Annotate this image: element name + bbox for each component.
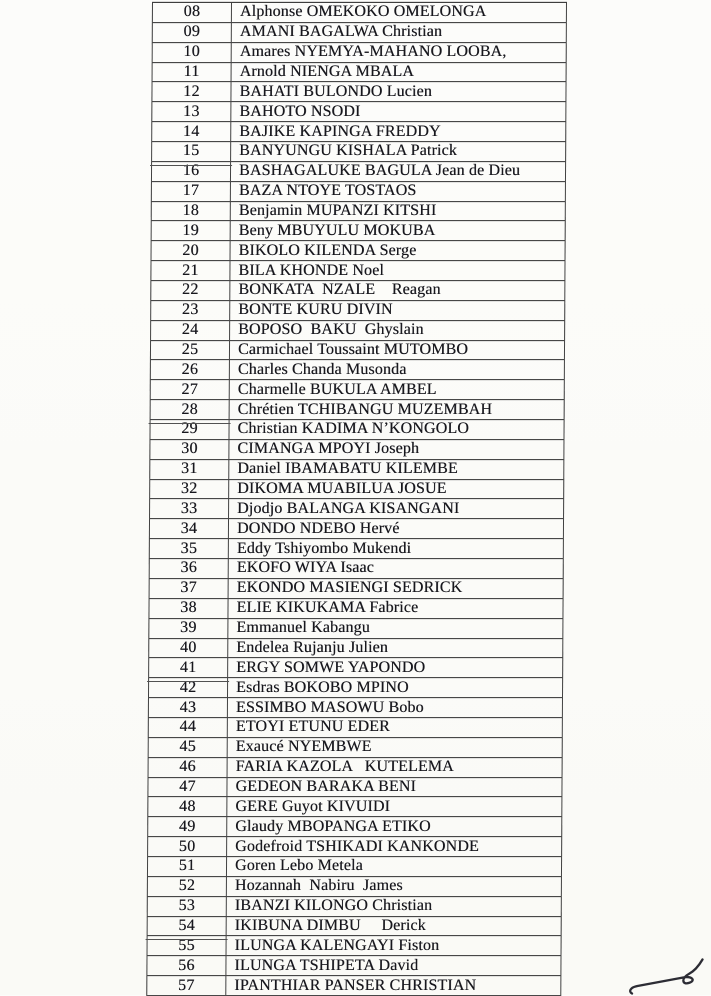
row-name-cell: ELIE KIKUKAMA Fabrice — [228, 599, 563, 618]
row-name-cell: FARIA KAZOLA KUTELEMA — [228, 758, 563, 777]
table-row — [151, 221, 566, 241]
row-number-cell: 34 — [149, 519, 229, 538]
row-number-cell: 10 — [152, 43, 232, 62]
table-row — [152, 43, 567, 63]
table-row — [152, 23, 567, 43]
row-name-cell: Alphonse OMEKOKO OMELONGA — [232, 3, 567, 22]
row-name-cell: BONKATA NZALE Reagan — [230, 281, 565, 300]
table-row — [147, 897, 562, 917]
row-number-cell: 51 — [147, 857, 227, 876]
row-number-cell: 19 — [151, 221, 231, 240]
table-row — [152, 3, 567, 23]
row-name-cell: IPANTHIAR PANSER CHRISTIAN — [226, 976, 561, 995]
row-name-cell: Charmelle BUKULA AMBEL — [230, 380, 565, 399]
row-number-cell: 43 — [148, 698, 228, 717]
row-name-cell: Christian KADIMA N’KONGOLO — [229, 420, 564, 439]
row-number-cell: 42 — [148, 678, 228, 697]
table-row — [148, 619, 563, 639]
row-name-cell: Exaucé NYEMBWE — [228, 738, 563, 757]
name-list-table — [146, 2, 567, 996]
handwritten-pen-flourish — [613, 949, 711, 995]
row-name-cell: Emmanuel Kabangu — [228, 619, 563, 638]
row-name-cell: AMANI BAGALWA Christian — [232, 23, 567, 42]
row-name-cell: BAJIKE KAPINGA FREDDY — [231, 122, 566, 141]
table-row — [151, 241, 566, 261]
row-number-cell: 49 — [147, 817, 227, 836]
row-name-cell: EKONDO MASIENGI SEDRICK — [229, 579, 564, 598]
row-name-cell: Benjamin MUPANZI KITSHI — [231, 202, 566, 221]
table-row — [150, 301, 565, 321]
row-name-cell: Djodjo BALANGA KISANGANI — [229, 499, 564, 518]
row-number-cell: 27 — [150, 380, 230, 399]
row-name-cell: Chrétien TCHIBANGU MUZEMBAH — [230, 400, 565, 419]
row-number-cell: 15 — [151, 142, 231, 161]
table-row — [148, 599, 563, 619]
row-number-cell: 46 — [148, 758, 228, 777]
table-row — [151, 142, 566, 162]
table-row — [147, 877, 562, 897]
row-name-cell: BANYUNGU KISHALA Patrick — [231, 142, 566, 161]
table-row — [148, 698, 563, 718]
row-number-cell: 31 — [149, 460, 229, 479]
row-number-cell: 32 — [149, 480, 229, 499]
row-name-cell: DIKOMA MUABILUA JOSUE — [229, 480, 564, 499]
row-number-cell: 26 — [150, 360, 230, 379]
row-number-cell: 22 — [150, 281, 230, 300]
row-number-cell: 09 — [152, 23, 232, 42]
row-name-cell: BAHATI BULONDO Lucien — [231, 82, 566, 101]
row-name-cell: Endelea Rujanju Julien — [228, 639, 563, 658]
table-row — [147, 837, 562, 857]
table-row — [151, 102, 566, 122]
row-number-cell: 40 — [148, 639, 228, 658]
table-row — [148, 639, 563, 659]
row-name-cell: EKOFO WIYA Isaac — [229, 559, 564, 578]
row-name-cell: GEDEON BARAKA BENI — [227, 778, 562, 797]
table-row — [149, 519, 564, 539]
row-number-cell: 36 — [149, 559, 229, 578]
table-row — [148, 718, 563, 738]
row-name-cell: BAHOTO NSODI — [231, 102, 566, 121]
row-name-cell: Daniel IBAMABATU KILEMBE — [229, 460, 564, 479]
table-row — [147, 797, 562, 817]
table-row — [147, 857, 562, 877]
row-number-cell: 50 — [147, 837, 227, 856]
row-name-cell: Goren Lebo Metela — [227, 857, 562, 876]
row-number-cell: 39 — [148, 619, 228, 638]
table-row — [148, 658, 563, 678]
row-number-cell: 21 — [150, 261, 230, 280]
table-row — [149, 499, 564, 519]
row-number-cell: 25 — [150, 341, 230, 360]
row-number-cell: 37 — [149, 579, 229, 598]
row-number-cell: 20 — [151, 241, 231, 260]
table-row — [149, 440, 564, 460]
table-row — [150, 261, 565, 281]
table-row — [151, 122, 566, 142]
row-number-cell: 16 — [151, 162, 231, 181]
table-row — [150, 360, 565, 380]
row-number-cell: 57 — [146, 976, 226, 995]
row-number-cell: 44 — [148, 718, 228, 737]
table-row — [149, 480, 564, 500]
row-name-cell: IKIBUNA DIMBU Derick — [227, 917, 562, 936]
row-number-cell: 30 — [149, 440, 229, 459]
row-name-cell: BONTE KURU DIVIN — [230, 301, 565, 320]
table-row — [150, 281, 565, 301]
row-number-cell: 54 — [147, 917, 227, 936]
table-row — [147, 778, 562, 798]
table-row — [150, 321, 565, 341]
row-number-cell: 47 — [147, 778, 227, 797]
row-name-cell: ILUNGA KALENGAYI Fiston — [227, 936, 562, 955]
row-name-cell: ESSIMBO MASOWU Bobo — [228, 698, 563, 717]
table-row — [149, 559, 564, 579]
table-row — [151, 82, 566, 102]
row-number-cell: 35 — [149, 539, 229, 558]
row-number-cell: 52 — [147, 877, 227, 896]
row-number-cell: 56 — [146, 956, 226, 975]
table-row — [150, 380, 565, 400]
table-row — [149, 539, 564, 559]
table-row — [148, 758, 563, 778]
row-number-cell: 08 — [152, 3, 232, 22]
table-row — [151, 182, 566, 202]
table-row — [148, 738, 563, 758]
table-row — [150, 341, 565, 361]
row-name-cell: Charles Chanda Musonda — [230, 360, 565, 379]
row-number-cell: 53 — [147, 897, 227, 916]
row-number-cell: 12 — [151, 82, 231, 101]
table-row — [146, 956, 561, 976]
row-number-cell: 29 — [149, 420, 229, 439]
table-row — [147, 817, 562, 837]
table-row — [147, 917, 562, 937]
row-name-cell: ILUNGA TSHIPETA David — [226, 956, 561, 975]
row-number-cell: 45 — [148, 738, 228, 757]
row-name-cell: Amares NYEMYA-MAHANO LOOBA, — [232, 43, 567, 62]
row-name-cell: GERE Guyot KIVUIDI — [227, 797, 562, 816]
row-number-cell: 13 — [151, 102, 231, 121]
row-name-cell: IBANZI KILONGO Christian — [227, 897, 562, 916]
row-name-cell: Carmichael Toussaint MUTOMBO — [230, 341, 565, 360]
row-name-cell: ETOYI ETUNU EDER — [228, 718, 563, 737]
row-number-cell: 14 — [151, 122, 231, 141]
row-name-cell: Hozannah Nabiru James — [227, 877, 562, 896]
row-name-cell: BILA KHONDE Noel — [230, 261, 565, 280]
row-number-cell: 18 — [151, 202, 231, 221]
table-row — [152, 63, 567, 83]
row-name-cell: BIKOLO KILENDA Serge — [231, 241, 566, 260]
table-row — [149, 460, 564, 480]
table-row — [150, 400, 565, 420]
row-name-cell: Eddy Tshiyombo Mukendi — [229, 539, 564, 558]
row-number-cell: 33 — [149, 499, 229, 518]
row-name-cell: DONDO NDEBO Hervé — [229, 519, 564, 538]
row-name-cell: ERGY SOMWE YAPONDO — [228, 658, 563, 677]
table-row — [146, 976, 561, 996]
row-number-cell: 41 — [148, 658, 228, 677]
row-name-cell: BOPOSO BAKU Ghyslain — [230, 321, 565, 340]
row-number-cell: 28 — [150, 400, 230, 419]
row-name-cell: BASHAGALUKE BAGULA Jean de Dieu — [231, 162, 566, 181]
table-row — [149, 579, 564, 599]
row-number-cell: 55 — [147, 936, 227, 955]
row-name-cell: Arnold NIENGA MBALA — [232, 63, 567, 82]
row-name-cell: Godefroid TSHIKADI KANKONDE — [227, 837, 562, 856]
row-number-cell: 23 — [150, 301, 230, 320]
row-number-cell: 17 — [151, 182, 231, 201]
row-name-cell: CIMANGA MPOYI Joseph — [229, 440, 564, 459]
row-name-cell: Esdras BOKOBO MPINO — [228, 678, 563, 697]
row-number-cell: 38 — [148, 599, 228, 618]
row-name-cell: Beny MBUYULU MOKUBA — [231, 221, 566, 240]
row-number-cell: 24 — [150, 321, 230, 340]
row-name-cell: Glaudy MBOPANGA ETIKO — [227, 817, 562, 836]
table-row — [151, 202, 566, 222]
row-name-cell: BAZA NTOYE TOSTAOS — [231, 182, 566, 201]
row-number-cell: 48 — [147, 797, 227, 816]
row-number-cell: 11 — [152, 63, 232, 82]
